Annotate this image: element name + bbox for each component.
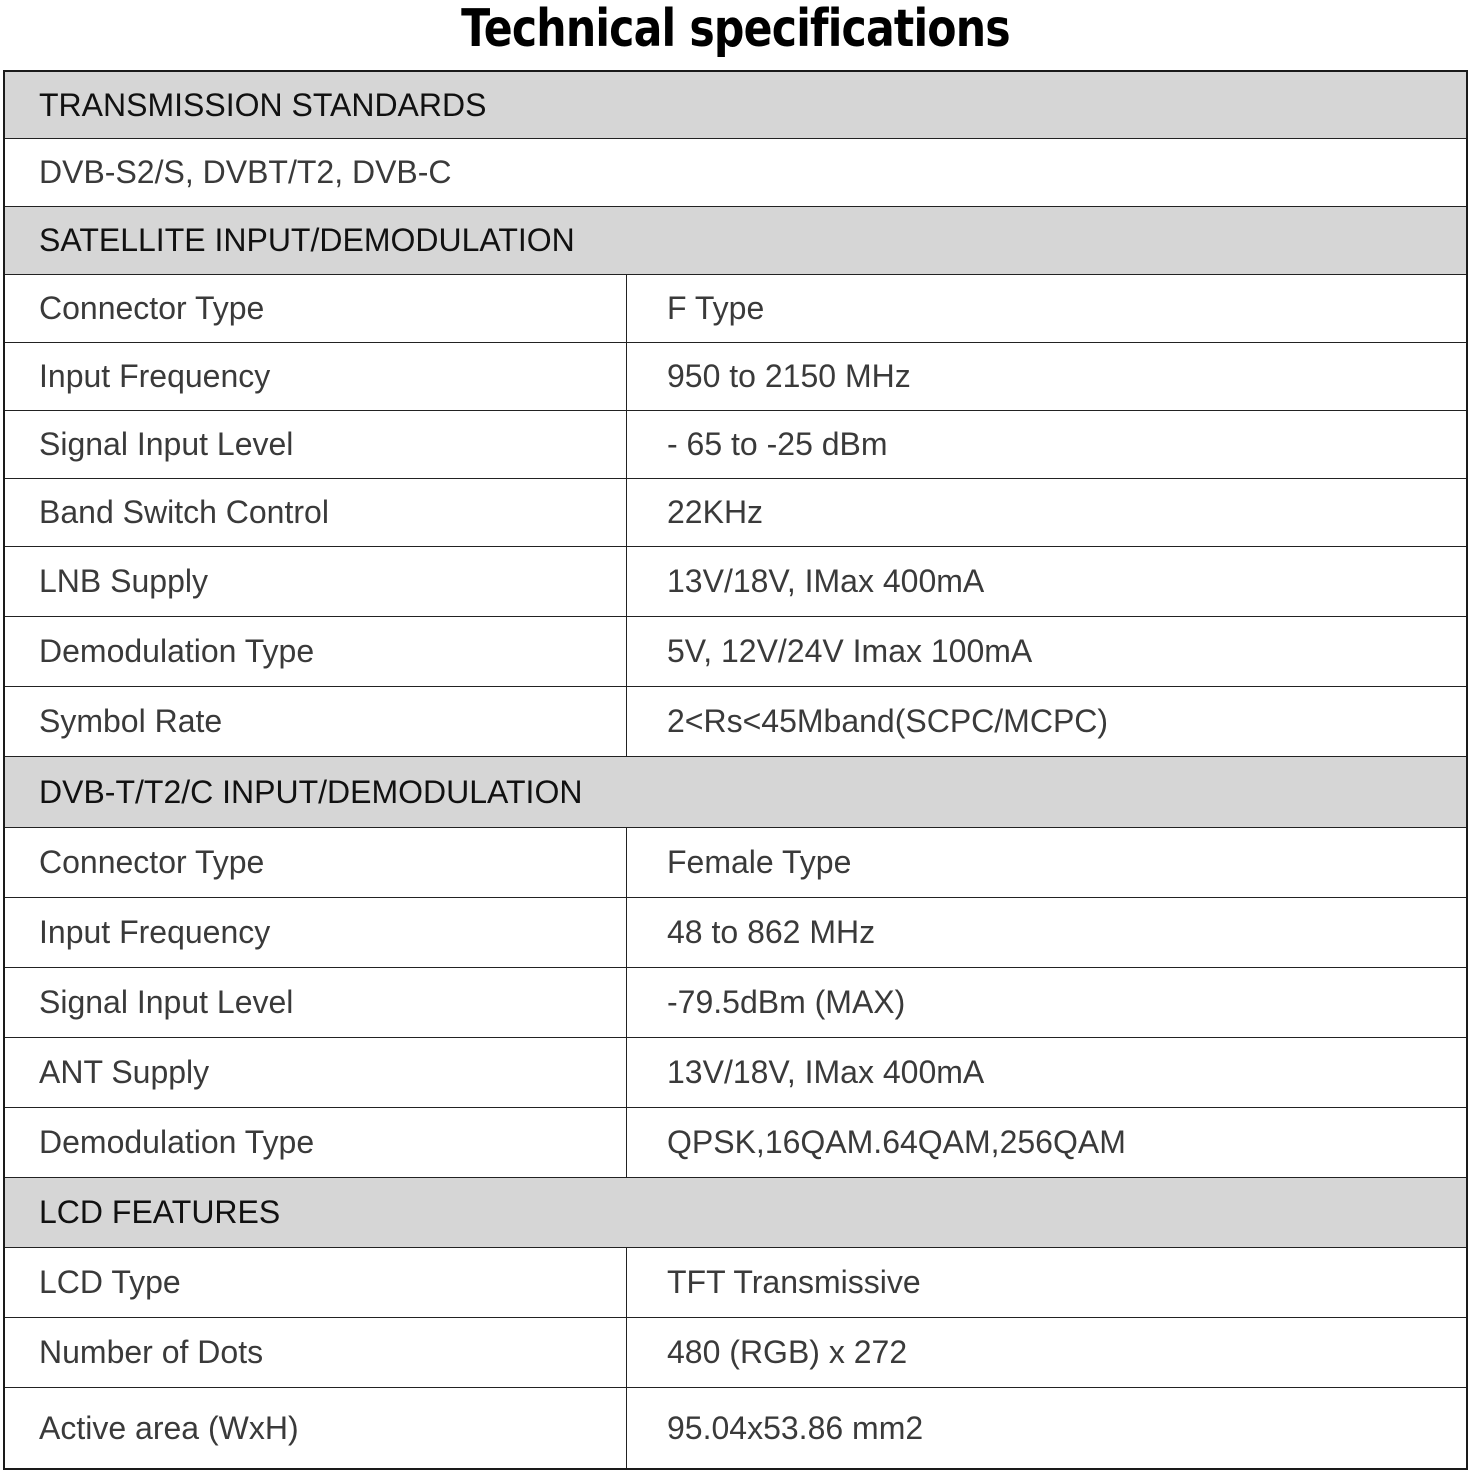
spec-value: QPSK,16QAM.64QAM,256QAM xyxy=(667,1124,1126,1160)
spec-label: ANT Supply xyxy=(5,1038,627,1107)
section-heading: TRANSMISSION STANDARDS xyxy=(39,86,487,123)
section-heading: SATELLITE INPUT/DEMODULATION xyxy=(39,222,575,258)
table-row xyxy=(5,1318,1466,1388)
spec-label: Signal Input Level xyxy=(5,411,627,478)
spec-value: - 65 to -25 dBm xyxy=(667,426,888,462)
spec-value: 22KHz xyxy=(667,494,764,530)
section-header-dvb-t-input xyxy=(5,757,1466,828)
spec-label: Connector Type xyxy=(5,275,627,342)
section-header-satellite-input xyxy=(5,207,1466,275)
spec-label: Input Frequency xyxy=(5,898,627,967)
spec-label: Band Switch Control xyxy=(5,479,627,546)
spec-table xyxy=(3,70,1468,1470)
table-row xyxy=(5,547,1466,617)
spec-label: Number of Dots xyxy=(5,1318,627,1387)
table-row xyxy=(5,479,1466,547)
section-header-lcd-features xyxy=(5,1178,1466,1248)
spec-value: 5V, 12V/24V Imax 100mA xyxy=(667,633,1033,669)
table-row xyxy=(5,1038,1466,1108)
transmission-standards-value: DVB-S2/S, DVBT/T2, DVB-C xyxy=(39,154,452,190)
spec-label: Symbol Rate xyxy=(5,687,627,756)
spec-value: 2<Rs<45Mband(SCPC/MCPC) xyxy=(667,703,1109,739)
table-row xyxy=(5,343,1466,411)
page-title: Technical specifications xyxy=(461,0,1010,59)
spec-label: LCD Type xyxy=(5,1248,627,1317)
spec-value: F Type xyxy=(667,290,765,326)
spec-label: Demodulation Type xyxy=(5,1108,627,1177)
spec-label: Signal Input Level xyxy=(5,968,627,1037)
table-row xyxy=(5,968,1466,1038)
section-heading: DVB-T/T2/C INPUT/DEMODULATION xyxy=(39,773,583,810)
spec-value: 950 to 2150 MHz xyxy=(667,358,911,394)
spec-value: 480 (RGB) x 272 xyxy=(667,1334,908,1370)
section-heading: LCD FEATURES xyxy=(39,1194,281,1230)
spec-label: LNB Supply xyxy=(5,547,627,616)
spec-label: Active area (WxH) xyxy=(5,1388,627,1468)
spec-label: Demodulation Type xyxy=(5,617,627,686)
spec-value: 13V/18V, IMax 400mA xyxy=(667,563,985,599)
spec-value: Female Type xyxy=(667,844,852,880)
spec-label: Connector Type xyxy=(5,828,627,897)
spec-value: 13V/18V, IMax 400mA xyxy=(667,1054,985,1090)
table-row xyxy=(5,139,1466,207)
table-row xyxy=(5,828,1466,898)
table-row xyxy=(5,1108,1466,1178)
table-row xyxy=(5,617,1466,687)
spec-label: Input Frequency xyxy=(5,343,627,410)
table-row xyxy=(5,411,1466,479)
section-header-transmission-standards xyxy=(5,72,1466,139)
spec-value: -79.5dBm (MAX) xyxy=(667,984,906,1020)
spec-value: 95.04x53.86 mm2 xyxy=(667,1409,924,1446)
spec-value: TFT Transmissive xyxy=(667,1264,921,1300)
table-row xyxy=(5,1388,1466,1468)
table-row xyxy=(5,275,1466,343)
spec-value: 48 to 862 MHz xyxy=(667,914,876,950)
table-row xyxy=(5,1248,1466,1318)
table-row xyxy=(5,687,1466,757)
table-row xyxy=(5,898,1466,968)
